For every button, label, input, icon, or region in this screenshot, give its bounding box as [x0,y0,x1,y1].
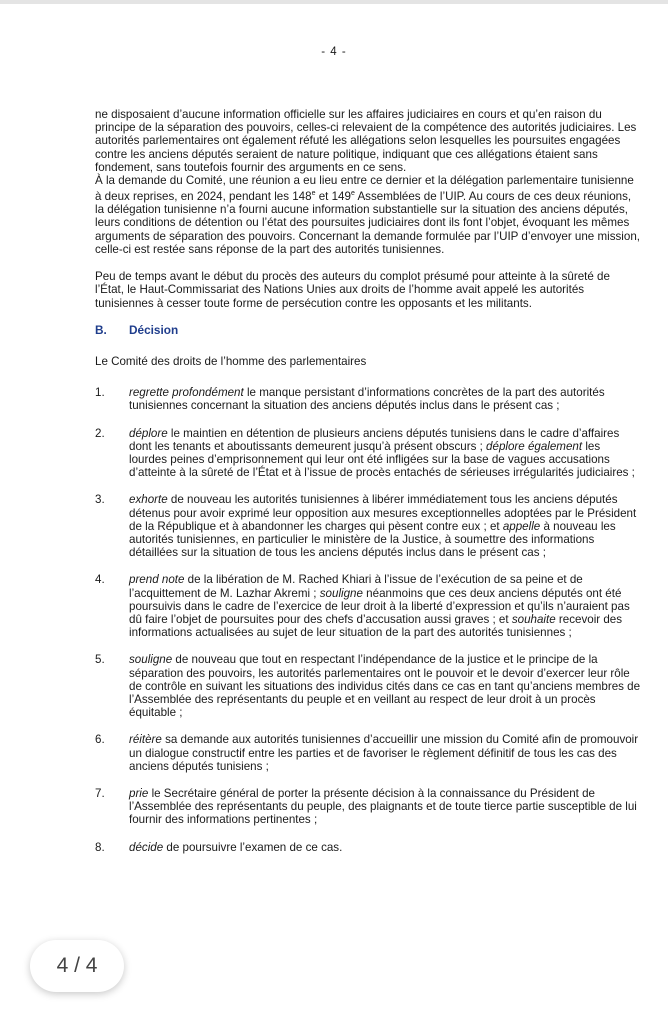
section-title: Décision [129,322,179,337]
document-body [95,108,641,868]
decision-item: 4. prend note de la libération de M. Rached Khiari à l’issue de l’exécution de sa peine et de l’acquittement de M. Lazhar Akremi ; souligne néanmoins que ces deux anciens députés ont été poursuivis dans le cadre de l’exercice de leur droit à la liberté d’expression et qu’ils n’auraient pas dû faire l’objet de poursuites pour des chefs d’accusation aussi graves ; et souhaite recevoir des informations actualisées au sujet de leur situation de la part des autorités tunisiennes ; [95,573,630,640]
decision-item: 1. regrette profondément le manque persistant d’informations concrètes de la part des autorités tunisiennes concernant la situation des anciens députés inclus dans le présent cas ; [95,386,605,413]
decision-item: 2. déplore le maintien en détention de plusieurs anciens députés tunisiens dans le cadre d’affaires dont les tenants et aboutissants demeurent jusqu’à présent obscurs ; déplore également les lourdes peines d’emprisonnement qui leur ont été infligées sur la base de vagues accusations d’atteinte à la sûreté de l’État et à l’issue de procès entachés de sérieuses irrégularités judiciaires ; [95,426,635,480]
decision-item: 6. réitère sa demande aux autorités tunisiennes d’accueillir une mission du Comité afin de promouvoir un dialogue constructif entre les parties et de favoriser le règlement définitif de tous les cas des anciens députés tunisiens ; [95,733,639,773]
viewer-top-bar [0,0,668,4]
section-letter: B. [95,322,107,337]
decision-item: 5. souligne de nouveau que tout en respectant l’indépendance de la justice et le principe de la séparation des pouvoirs, les autorités parlementaires ont le pouvoir et le devoir d’exercer leur rôle de contrôle en suivant les situations des individus cités dans ce cas en tant qu’anciens membres de l’Assemblée des représentants du peuple et en veillant au respect de leur droit à un procès équitable ; [95,653,641,720]
decision-item: 7. prie le Secrétaire général de porter la présente décision à la connaissance du Président de l’Assemblée des représentants du peuple, des plaignants et de toute tierce partie susceptible de lui fournir des informations pertinentes ; [95,786,637,827]
decision-list [95,386,641,854]
section-heading [95,324,641,337]
page-number: - 4 - [321,46,347,58]
decision-item: 8. décide de poursuivre l’examen de ce cas. [95,840,343,854]
paragraph-1: ne disposaient d’aucune information officielle sur les affaires judiciaires en cours et qu’en raison du principe de la séparation des pouvoirs, celles-ci relevaient de la compétence des autorités judiciaires. Les autorités parlementaires ont également réfuté les allégations selon lesquelles les poursuites engagées contre les anciens députés seraient de nature politique, indiquant que ces allégations étaient sans fondement, sans toutefois fournir des arguments en ce sens. À la demande du Comité, une réunion a eu lieu entre ce dernier et la délégation parlementaire tunisienne à deux reprises, en 2024, pendant les 148e et 149e Assemblées de l’UIP. Au cours de ces deux réunions, la délégation tunisienne n’a fourni aucune information substantielle sur la situation des anciens députés, leurs conditions de détention ou l’état des poursuites judiciaires dont ils font l’objet, évoquant les mêmes arguments de séparation des pouvoirs. Concernant la demande formulée par l’UIP d’envoyer une mission, celle-ci est restée sans réponse de la part des autorités tunisiennes. [95,108,640,256]
decision-intro: Le Comité des droits de l’homme des parlementaires [95,354,367,368]
decision-item: 3. exhorte de nouveau les autorités tunisiennes à libérer immédiatement tous les anciens députés détenus pour avoir exprimé leur opposition aux mesures exceptionnelles adoptées par le Président de la République et à abandonner les charges qui pèsent contre eux ; et appelle à nouveau les autorités tunisiennes, en particulier le ministère de la Justice, à soumettre des informations détaillées sur la situation de tous les anciens députés inclus dans le présent cas ; [95,493,637,560]
paragraph-2: Peu de temps avant le début du procès des auteurs du complot présumé pour atteinte à la sûreté de l’État, le Haut-Commissariat des Nations Unies aux droits de l’homme avait appelé les autorités tunisiennes à cesser toute forme de persécution contre les opposants et les militants. [95,270,610,310]
page-indicator[interactable]: 4 / 4 [30,940,124,992]
